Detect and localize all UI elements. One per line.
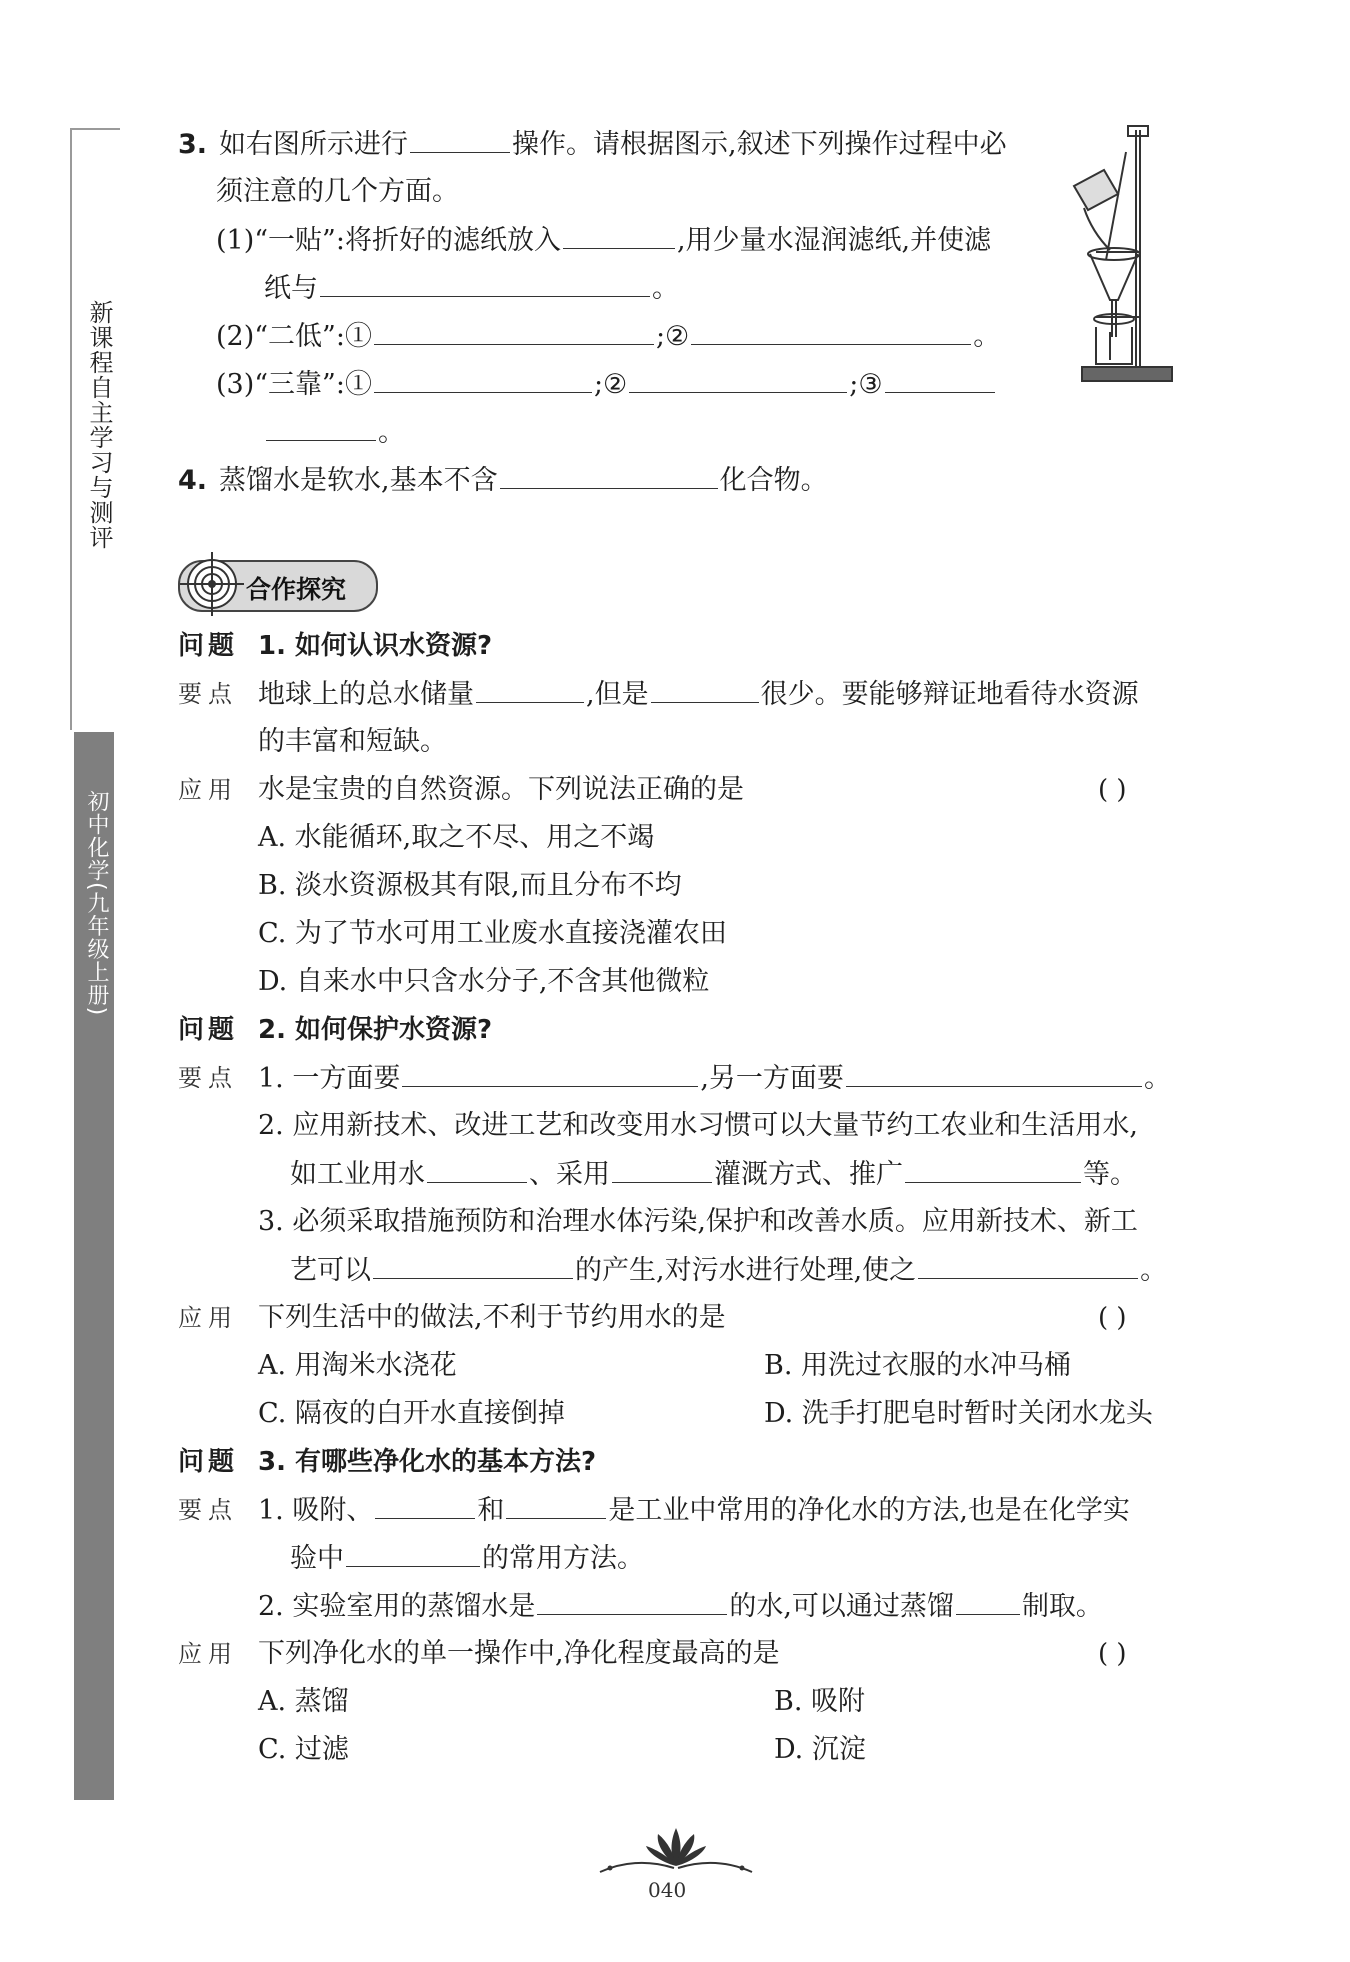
blank[interactable] [410,126,510,153]
target-icon [176,546,246,616]
p2-keypoint-2: 2. 应用新技术、改进工艺和改变用水习惯可以大量节约工农业和生活用水, [258,1110,1138,1141]
application-label: 应用 [178,1640,238,1668]
filtration-apparatus-illustration [1066,122,1186,392]
blank[interactable] [563,222,675,249]
problem-label: 问题 [178,1015,239,1045]
q3-sub3-cont: 。 [264,414,405,451]
problem-3-title: 3. 有哪些净化水的基本方法? [258,1447,597,1477]
p2-keypoint-1: 1. 一方面要 ,另一方面要 。 [258,1060,1171,1097]
blank[interactable] [612,1156,712,1183]
p2-option-c[interactable]: C. 隔夜的白开水直接倒掉 [258,1398,565,1429]
blank[interactable] [956,1588,1020,1615]
blank[interactable] [506,1492,606,1519]
blank[interactable] [905,1156,1081,1183]
blank[interactable] [374,366,592,393]
p1-option-b[interactable]: B. 淡水资源极其有限,而且分布不均 [258,870,682,901]
sidebar-rule [70,128,72,730]
p1-keypoint-line1: 地球上的总水储量 ,但是 很少。要能够辩证地看待水资源 [258,676,1139,713]
page-number: 040 [648,1878,687,1902]
q3-sub3: (3)“三靠”:① ;② ;③ [216,366,997,403]
q4-number: 4. [178,465,208,496]
p2-keypoint-3: 3. 必须采取措施预防和治理水体污染,保护和改善水质。应用新技术、新工 [258,1206,1138,1237]
p3-option-a[interactable]: A. 蒸馏 [258,1686,349,1717]
blank[interactable] [320,270,650,297]
q3-number: 3. [178,129,208,160]
p3-keypoint-2: 2. 实验室用的蒸馏水是 的水,可以通过蒸馏 制取。 [258,1588,1103,1625]
blank[interactable] [500,462,718,489]
p1-option-c[interactable]: C. 为了节水可用工业废水直接浇灌农田 [258,918,727,949]
p1-app-stem: 水是宝贵的自然资源。下列说法正确的是 [258,774,744,805]
blank[interactable] [885,366,995,393]
blank[interactable] [691,318,971,345]
p3-option-d[interactable]: D. 沉淀 [774,1734,866,1765]
p2-option-a[interactable]: A. 用淘米水浇花 [258,1350,457,1381]
section-title: 合作探究 [246,575,347,604]
problem-2-title: 2. 如何保护水资源? [258,1015,493,1045]
p3-option-c[interactable]: C. 过滤 [258,1734,349,1765]
blank[interactable] [427,1156,527,1183]
blank[interactable] [375,1492,475,1519]
q3-sub1-cont: 纸与 。 [264,270,679,307]
application-label: 应用 [178,776,238,804]
p1-option-a[interactable]: A. 水能循环,取之不尽、用之不竭 [258,822,655,853]
q3-sub2: (2)“二低”:① ;② 。 [216,318,1000,355]
blank[interactable] [402,1060,698,1087]
p3-app-stem: 下列净化水的单一操作中,净化程度最高的是 [258,1638,780,1669]
answer-paren[interactable]: ( ) [1098,1639,1127,1669]
section-banner [178,560,378,612]
blank[interactable] [918,1252,1138,1279]
blank[interactable] [476,676,584,703]
problem-label: 问题 [178,631,239,661]
application-label: 应用 [178,1304,238,1332]
p2-option-d[interactable]: D. 洗手打肥皂时暂时关闭水龙头 [764,1398,1153,1429]
answer-paren[interactable]: ( ) [1098,775,1127,805]
series-title: 新课程自主学习与测评 [85,300,113,550]
q4-line: 4. 蒸馏水是软水,基本不含 化合物。 [178,462,828,499]
keypoint-label: 要点 [178,680,238,708]
p2-option-b[interactable]: B. 用洗过衣服的水冲马桶 [764,1350,1072,1381]
q3-line2: 须注意的几个方面。 [216,176,459,207]
q3-line1: 3. 如右图所示进行 操作。请根据图示,叙述下列操作过程中必 [178,126,1007,163]
q3-sub1: (1)“一贴”:将折好的滤纸放入 ,用少量水湿润滤纸,并使滤 [216,222,991,259]
blank[interactable] [346,1540,480,1567]
problem-label: 问题 [178,1447,239,1477]
blank[interactable] [651,676,759,703]
blank[interactable] [374,318,654,345]
p3-option-b[interactable]: B. 吸附 [774,1686,866,1717]
keypoint-label: 要点 [178,1064,238,1092]
blank[interactable] [373,1252,573,1279]
p2-keypoint-3-cont: 艺可以 的产生,对污水进行处理,使之 。 [290,1252,1167,1289]
blank[interactable] [846,1060,1142,1087]
subject-title: 初中化学(九年级上册) [84,790,109,1017]
p1-option-d[interactable]: D. 自来水中只含水分子,不含其他微粒 [258,966,710,997]
problem-1-title: 1. 如何认识水资源? [258,631,493,661]
blank[interactable] [537,1588,727,1615]
sidebar-top-rule [70,128,120,130]
blank[interactable] [629,366,847,393]
p1-keypoint-line2: 的丰富和短缺。 [258,726,447,757]
p2-app-stem: 下列生活中的做法,不利于节约用水的是 [258,1302,726,1333]
blank[interactable] [266,414,376,441]
p3-keypoint-1: 1. 吸附、 和 是工业中常用的净化水的方法,也是在化学实 [258,1492,1130,1529]
p2-keypoint-2-cont: 如工业用水 、采用 灌溉方式、推广 等。 [290,1156,1137,1193]
floral-ornament-icon [596,1822,756,1878]
p3-keypoint-1-cont: 验中 的常用方法。 [290,1540,644,1577]
keypoint-label: 要点 [178,1496,238,1524]
answer-paren[interactable]: ( ) [1098,1303,1127,1333]
